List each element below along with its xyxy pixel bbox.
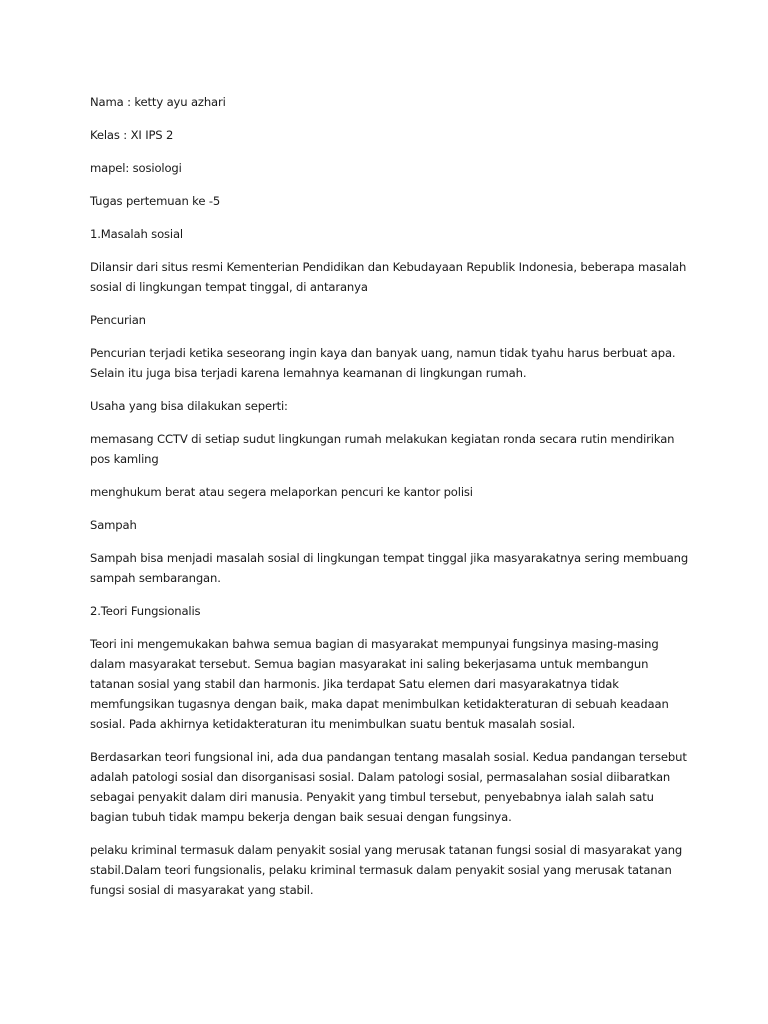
paragraph-efforts-cctv: memasang CCTV di setiap sudut lingkungan rumah melakukan kegiatan ronda secara rutin mendirikan pos kamling — [90, 432, 675, 466]
subheading-theft: Pencurian — [90, 313, 146, 327]
paragraph-intro: Dilansir dari situs resmi Kementerian Pendidikan dan Kebudayaan Republik Indonesia, beberapa masalah sosial di lingkungan tempat tinggal, di antaranya — [90, 260, 687, 294]
paragraph-efforts-intro: Usaha yang bisa dilakukan seperti: — [90, 399, 288, 413]
subheading-garbage: Sampah — [90, 518, 137, 532]
paragraph-criminal: pelaku kriminal termasuk dalam penyakit sosial yang merusak tatanan fungsi sosial di masyarakat yang stabil.Dalam teori fungsionalis, pelaku kriminal termasuk dalam penyakit sosial yang merusak tatanan fungsi sosial di masyarakat yang stabil. — [90, 843, 683, 897]
section-heading-functionalist: 2.Teori Fungsionalis — [90, 604, 201, 618]
document-body — [90, 92, 690, 913]
paragraph-garbage: Sampah bisa menjadi masalah sosial di lingkungan tempat tinggal jika masyarakatnya sering membuang sampah sembarangan. — [90, 551, 689, 585]
class-line: Kelas : XI IPS 2 — [90, 128, 174, 142]
paragraph-theft: Pencurian terjadi ketika seseorang ingin kaya dan banyak uang, namun tidak tyahu harus berbuat apa. Selain itu juga bisa terjadi karena lemahnya keamanan di lingkungan rumah. — [90, 346, 676, 380]
section-heading-social-problems: 1.Masalah sosial — [90, 227, 183, 241]
paragraph-efforts-punish: menghukum berat atau segera melaporkan pencuri ke kantor polisi — [90, 485, 473, 499]
name-line: Nama : ketty ayu azhari — [90, 95, 226, 109]
paragraph-views: Berdasarkan teori fungsional ini, ada dua pandangan tentang masalah sosial. Kedua pandangan tersebut adalah patologi sosial dan disorganisasi sosial. Dalam patologi sosial, permasalahan sosial diibaratkan sebagai penyakit dalam diri manusia. Penyakit yang timbul tersebut, penyebabnya ialah salah satu bagian tubuh tidak mampu bekerja dengan baik sesuai dengan fungsinya. — [90, 750, 687, 824]
paragraph-theory: Teori ini mengemukakan bahwa semua bagian di masyarakat mempunyai fungsinya masing-masing dalam masyarakat tersebut. Semua bagian masyarakat ini saling bekerjasama untuk membangun tatanan sosial yang stabil dan harmonis. Jika terdapat Satu elemen dari masyarakatnya tidak memfungsikan tugasnya dengan baik, maka dapat menimbulkan ketidakteraturan di sebuah keadaan sosial. Pada akhirnya ketidakteraturan itu menimbulkan suatu bentuk masalah sosial. — [90, 637, 669, 731]
assignment-line: Tugas pertemuan ke -5 — [90, 194, 221, 208]
subject-line: mapel: sosiologi — [90, 161, 182, 175]
